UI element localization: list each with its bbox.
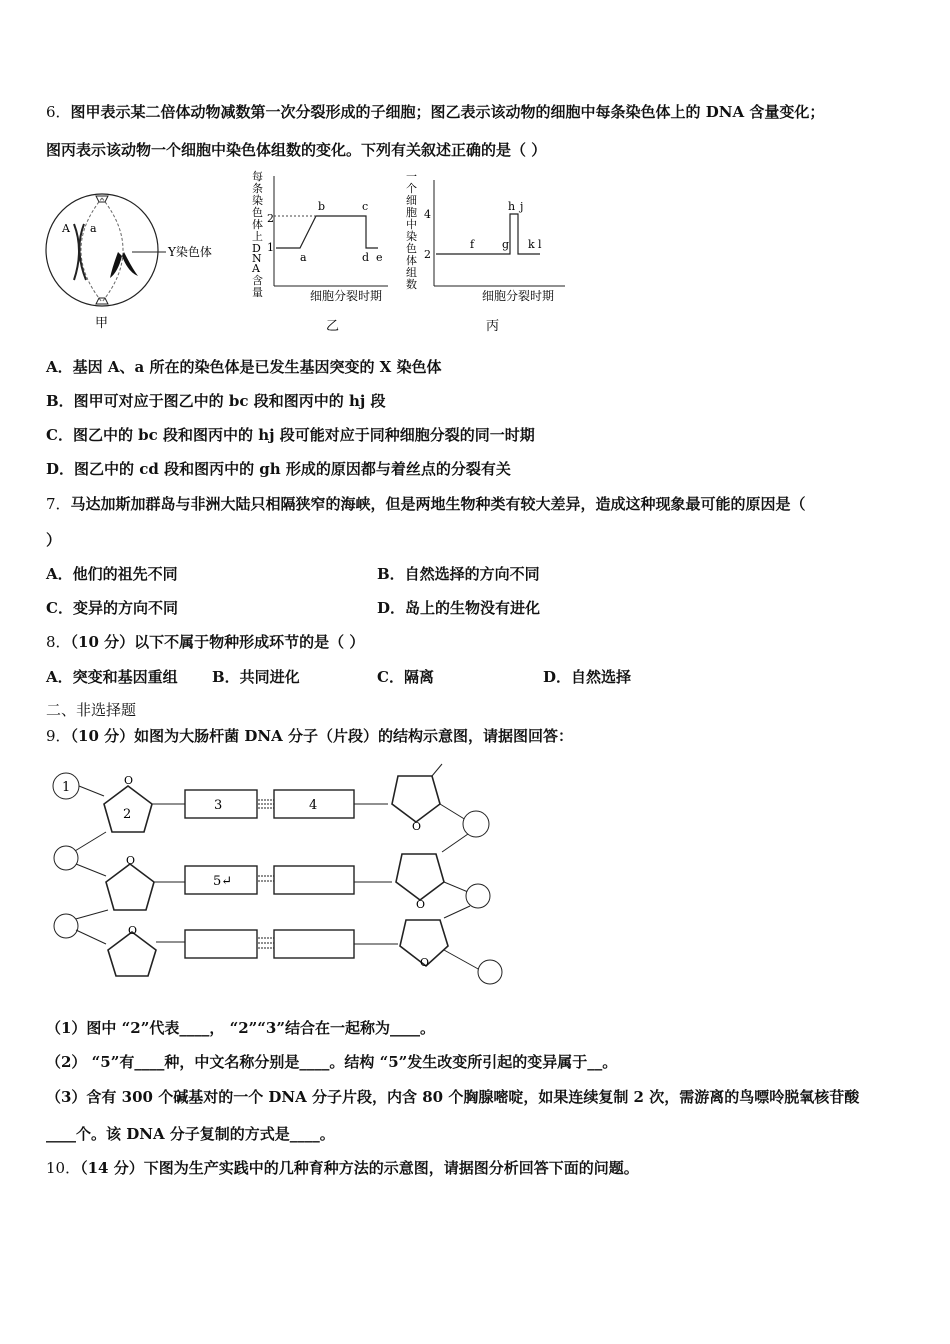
bing-tick-2: 2 bbox=[424, 248, 431, 261]
bing-point-h: h bbox=[508, 200, 516, 213]
yi-point-d: d bbox=[362, 251, 370, 264]
backbone-r2 bbox=[442, 834, 468, 852]
y-chromosome-arm-2 bbox=[122, 252, 138, 276]
centrosome-bottom bbox=[96, 298, 108, 304]
backbone-r5 bbox=[444, 950, 480, 970]
q6-number: 6． bbox=[46, 103, 71, 121]
q8-stem-line bbox=[46, 632, 364, 652]
sugar-top-right bbox=[392, 776, 440, 822]
bond-1 bbox=[79, 786, 104, 796]
label-3: 3 bbox=[214, 798, 223, 813]
chromosome-left-b bbox=[79, 224, 86, 280]
backbone-4 bbox=[76, 930, 106, 944]
label-2: 2 bbox=[123, 807, 132, 822]
sugar-middle-left bbox=[106, 864, 154, 910]
q8-stem-text: （10 分）以下不属于物种形成环节的是（ ） bbox=[70, 633, 365, 651]
q9-number: 9． bbox=[46, 727, 71, 745]
q10-stem-text: （14 分）下图为生产实践中的几种育种方法的示意图，请据图分析回答下面的问题。 bbox=[80, 1159, 639, 1177]
q7-stem-line-2: ） bbox=[46, 531, 62, 549]
sugar-middle-right-oxygen: O bbox=[416, 898, 426, 911]
backbone-r4 bbox=[444, 906, 470, 918]
backbone-2 bbox=[76, 864, 106, 876]
label-y-chromosome: Y染色体 bbox=[168, 245, 212, 259]
yi-tick-1: 1 bbox=[267, 241, 274, 254]
q9-stem-text: （10 分）如图为大肠杆菌 DNA 分子（片段）的结构示意图，请据图回答： bbox=[70, 727, 573, 745]
yi-point-b: b bbox=[318, 200, 326, 213]
label-1: 1 bbox=[62, 780, 71, 795]
yi-point-e: e bbox=[376, 251, 383, 264]
figure-dna bbox=[48, 760, 508, 990]
base-middle-right bbox=[274, 866, 354, 894]
sugar-middle-left-oxygen: O bbox=[126, 854, 136, 867]
label-4: 4 bbox=[309, 798, 318, 813]
yi-point-c: c bbox=[362, 200, 369, 213]
backbone-r1 bbox=[440, 804, 466, 820]
q7-option-c[interactable]: C．变异的方向不同 bbox=[46, 599, 178, 617]
q8-option-a[interactable]: A．突变和基因重组 bbox=[46, 668, 178, 686]
bing-point-l: l bbox=[538, 238, 542, 251]
sugar-top-right-oxygen: O bbox=[412, 820, 422, 833]
figure-yi bbox=[238, 166, 398, 336]
yi-xlabel: 细胞分裂时期 bbox=[310, 289, 383, 303]
phosphate-r1 bbox=[463, 811, 489, 837]
cell-membrane bbox=[46, 194, 158, 306]
yi-point-a: a bbox=[300, 251, 307, 264]
label-5: 5↵ bbox=[213, 874, 233, 889]
yi-tick-2: 2 bbox=[267, 212, 274, 225]
q9-stem-line bbox=[46, 726, 573, 746]
q6-option-c[interactable]: C．图乙中的 bc 段和图丙中的 hj 段可能对应于同种细胞分裂的同一时期 bbox=[46, 426, 535, 444]
backbone-3 bbox=[72, 910, 108, 920]
base-bottom-left bbox=[185, 930, 257, 958]
q9-sub-3-line-2: ____个。该 DNA 分子复制的方式是____。 bbox=[46, 1125, 335, 1143]
phosphate-3 bbox=[54, 914, 78, 938]
q8-number: 8． bbox=[46, 633, 71, 651]
bing-point-g: g bbox=[502, 238, 510, 251]
stub-top-right bbox=[432, 764, 442, 776]
q8-option-c[interactable]: C．隔离 bbox=[377, 668, 434, 686]
q6-stem-text-1: 图甲表示某二倍体动物减数第一次分裂形成的子细胞；图乙表示该动物的细胞中每条染色体上的 DNA 含量变化； bbox=[70, 103, 825, 121]
q8-option-b[interactable]: B．共同进化 bbox=[212, 668, 300, 686]
sugar-bottom-right-oxygen: O bbox=[420, 956, 430, 969]
bing-point-f: f bbox=[470, 238, 475, 251]
yi-curve bbox=[276, 216, 378, 248]
q9-sub-2: （2） “5”有____种，中文名称分别是____。结构 “5”发生改变所引起的变异属于__。 bbox=[46, 1053, 618, 1071]
bing-ylabel: 一个细胞中染色体组数 bbox=[406, 170, 417, 291]
label-A: A bbox=[62, 222, 70, 235]
bing-curve bbox=[436, 214, 540, 254]
sugar-bottom-left bbox=[108, 932, 156, 976]
chromosome-left-a bbox=[74, 224, 79, 280]
backbone-r3 bbox=[444, 882, 468, 892]
q8-option-d[interactable]: D．自然选择 bbox=[543, 668, 632, 686]
phosphate-r3 bbox=[478, 960, 502, 984]
phosphate-2 bbox=[54, 846, 78, 870]
caption-yi: 乙 bbox=[326, 319, 340, 334]
bing-point-j: j bbox=[520, 200, 524, 213]
sugar-middle-right bbox=[396, 854, 444, 900]
q10-number: 10． bbox=[46, 1159, 81, 1177]
sugar-bottom-left-oxygen: O bbox=[128, 924, 138, 937]
figure-jia bbox=[40, 172, 230, 337]
q6-stem-line-1 bbox=[46, 102, 824, 122]
section-heading: 二、非选择题 bbox=[46, 701, 137, 719]
q7-option-a[interactable]: A．他们的祖先不同 bbox=[46, 565, 178, 583]
caption-jia: 甲 bbox=[95, 316, 109, 331]
q6-option-d[interactable]: D．图乙中的 cd 段和图丙中的 gh 形成的原因都与着丝点的分裂有关 bbox=[46, 460, 511, 478]
q7-stem-text-1: 马达加斯加群岛与非洲大陆只相隔狭窄的海峡，但是两地生物种类有较大差异，造成这种现象最可能的原因是（ bbox=[70, 495, 806, 513]
q6-option-b[interactable]: B．图甲可对应于图乙中的 bc 段和图丙中的 hj 段 bbox=[46, 392, 386, 410]
q6-stem-line-2: 图丙表示该动物一个细胞中染色体组数的变化。下列有关叙述正确的是（ ） bbox=[46, 141, 547, 159]
q7-option-d[interactable]: D．岛上的生物没有进化 bbox=[377, 599, 541, 617]
bing-xlabel: 细胞分裂时期 bbox=[482, 289, 555, 303]
q10-stem-line bbox=[46, 1158, 639, 1178]
q7-number: 7． bbox=[46, 495, 71, 513]
caption-bing: 丙 bbox=[486, 319, 500, 334]
y-chromosome-arm-1 bbox=[110, 252, 122, 278]
bing-point-k: k bbox=[528, 238, 535, 251]
label-a: a bbox=[90, 222, 97, 235]
centrosome-top bbox=[96, 196, 108, 202]
yi-ylabel: 每条染色体上 D N A 含量 bbox=[252, 170, 263, 299]
q9-sub-3-line-1: （3）含有 300 个碱基对的一个 DNA 分子片段，内含 80 个胸腺嘧啶，如果连续复制 2 次，需游离的鸟嘌呤脱氧核苷酸 bbox=[46, 1088, 860, 1106]
bing-tick-4: 4 bbox=[424, 208, 431, 221]
sugar-2-oxygen: O bbox=[124, 774, 134, 787]
spindle-left bbox=[81, 198, 102, 302]
base-bottom-right bbox=[274, 930, 354, 958]
q7-option-b[interactable]: B．自然选择的方向不同 bbox=[377, 565, 540, 583]
q7-stem-line-1 bbox=[46, 494, 806, 514]
spindle-right bbox=[102, 198, 123, 302]
q6-option-a[interactable]: A．基因 A、a 所在的染色体是已发生基因突变的 X 染色体 bbox=[46, 358, 442, 376]
phosphate-r2 bbox=[466, 884, 490, 908]
q9-sub-1: （1）图中 “2”代表____， “2”“3”结合在一起称为____。 bbox=[46, 1019, 435, 1037]
figure-bing bbox=[400, 166, 575, 336]
